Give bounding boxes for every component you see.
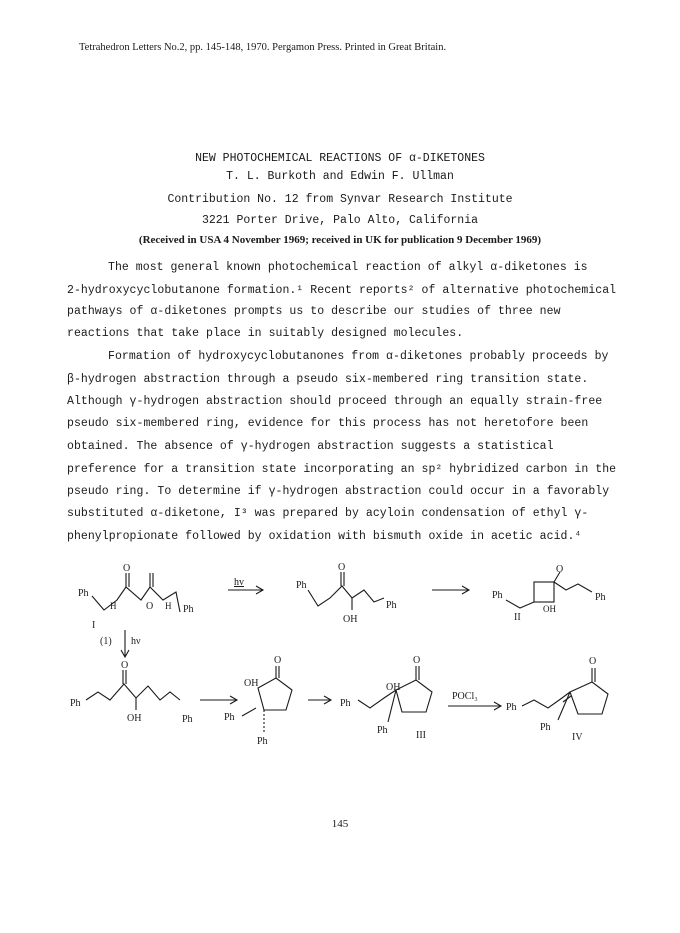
reagent-label: POCl₃ [452, 691, 478, 702]
intermediate-ph-left: Ph [296, 580, 307, 591]
radical-ph-bottom: Ph [257, 736, 268, 747]
affiliation: Contribution No. 12 from Synvar Research Institute [167, 193, 513, 206]
compound-II-ph-left: Ph [492, 590, 503, 601]
compound-I-structure [78, 563, 194, 631]
paragraph-2-line-1: Formation of hydroxycyclobutanones from α-diketones probably proceeds by [108, 350, 609, 363]
paragraph-2-line-8: substituted α-diketone, I³ was prepared by acyloin condensation of ethyl γ- [67, 507, 589, 520]
page-number: 145 [331, 818, 349, 830]
compound-III-structure [340, 655, 432, 741]
compound-I-label: I [92, 620, 96, 631]
bottom-start-hydroxyl: OH [127, 713, 142, 724]
article-title: NEW PHOTOCHEMICAL REACTIONS OF α-DIKETONES [195, 152, 485, 165]
paragraph-1-line-3: pathways of α-diketones prompts us to describe our studies of three new [67, 305, 561, 318]
paragraph-1-line-2: 2-hydroxycyclobutanone formation.¹ Recent reports² of alternative photochemical [67, 284, 617, 297]
bottom-start-ph-left: Ph [70, 698, 81, 709]
compound-III-label: III [416, 730, 426, 741]
compound-I-oxygen-2: O [146, 601, 154, 612]
compound-IV-ph-bottom: Ph [540, 722, 551, 733]
paragraph-2-line-9: phenylpropionate followed by oxidation with bismuth oxide in acetic acid.⁴ [67, 530, 582, 543]
photolysis-label-top: hv [234, 577, 244, 588]
compound-IV-oxygen: O [589, 656, 597, 667]
radical-hydroxyl: OH [244, 678, 259, 689]
journal-header: Tetrahedron Letters No.2, pp. 145-148, 1970. Pergamon Press. Printed in Great Britain. [79, 42, 447, 53]
paragraph-2-line-3: Although γ-hydrogen abstraction should proceed through an equally strain-free [67, 395, 603, 408]
reaction-scheme [0, 560, 680, 790]
compound-IV-structure [506, 656, 608, 743]
paragraph-2-line-2: β-hydrogen abstraction through a pseudo six-membered ring transition state. [67, 373, 589, 386]
compound-III-ph-bottom: Ph [377, 725, 388, 736]
paragraph-2-line-7: pseudo ring. To determine if γ-hydrogen abstraction could occur in a favorably [67, 485, 610, 498]
paragraph-1-line-1: The most general known photochemical reaction of alkyl α-diketones is [108, 261, 588, 274]
compound-III-ph-left: Ph [340, 698, 351, 709]
paragraph-1-line-4: reactions that take place in suitably designed molecules. [67, 327, 464, 340]
compound-I-ph-left: Ph [78, 588, 89, 599]
intermediate-ph-right: Ph [386, 600, 397, 611]
intermediate-oxygen: O [338, 562, 346, 573]
radical-oxygen: O [274, 655, 282, 666]
compound-II-ph-right: Ph [595, 592, 606, 603]
radical-ph-left: Ph [224, 712, 235, 723]
biradical-intermediate [296, 562, 397, 625]
address: 3221 Porter Drive, Palo Alto, California [201, 214, 479, 227]
compound-IV-label: IV [572, 732, 583, 743]
paragraph-2-line-5: obtained. The absence of γ-hydrogen abstraction suggests a statistical [67, 440, 554, 453]
compound-I-ph-right: Ph [183, 604, 194, 615]
step-1-label: (1) [100, 636, 112, 647]
compound-III-hydroxyl: OH [386, 682, 401, 693]
intermediate-hydroxyl: OH [343, 614, 358, 625]
compound-I-hydrogen-2: H [165, 601, 172, 611]
bottom-start-oxygen: O [121, 660, 129, 671]
compound-III-oxygen: O [413, 655, 421, 666]
compound-I-oxygen-1: O [123, 563, 131, 574]
compound-I-hydrogen-1: H [110, 601, 117, 611]
compound-I-bottom-structure [70, 660, 193, 725]
photolysis-label-lower: hν [131, 636, 141, 647]
paragraph-2-line-6: preference for a transition state incorporating an sp² hybridized carbon in the [67, 463, 617, 476]
compound-IV-ph-left: Ph [506, 702, 517, 713]
compound-II-label: II [514, 612, 521, 623]
received-dates: (Received in USA 4 November 1969; received in UK for publication 9 December 1969) [138, 234, 542, 246]
compound-II-hydroxyl: OH [543, 604, 556, 614]
paragraph-2-line-4: pseudo six-membered ring, evidence for this process has not heretofore been [67, 417, 589, 430]
compound-II-oxygen: O [556, 564, 564, 575]
compound-II-structure [492, 564, 606, 623]
authors: T. L. Burkoth and Edwin F. Ullman [226, 170, 454, 183]
bottom-start-ph-right: Ph [182, 714, 193, 725]
